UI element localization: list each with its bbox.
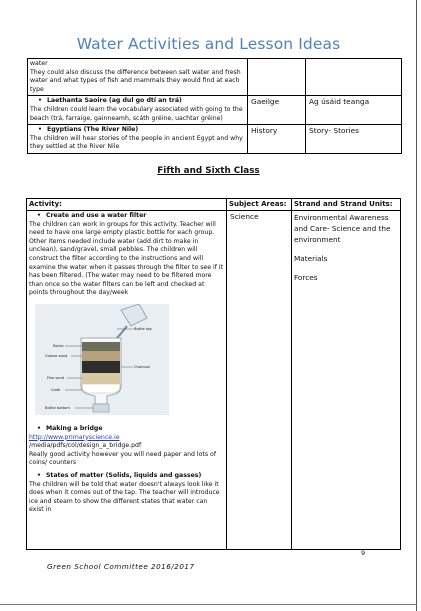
activity-cell [28, 59, 248, 96]
strand-item: Environmental Awareness and Care- Science and the environment [294, 213, 391, 244]
activity-title: • Egyptians (The River Nile) [30, 126, 245, 135]
page-title: Water Activities and Lesson Ideas [76, 35, 341, 53]
strand-cell: Ag úsáid teanga [306, 96, 402, 125]
activity-cell [27, 211, 227, 550]
primaryscience-link[interactable]: http://www.primaryscience.ie [29, 433, 120, 441]
activity-text: The children will hear stories of the people in ancient Egypt and why they settled at the River Nile [30, 134, 243, 151]
activity-title: • States of matter (Solids, liquids and gasses) [29, 472, 224, 481]
table-row [28, 59, 402, 96]
page-number: 9 [361, 549, 366, 557]
fine-sand-layer [82, 373, 120, 384]
subject-cell: Science [227, 211, 292, 550]
label-bottle-bottom: Bottle bottom [45, 405, 70, 410]
activity-text: They could also discuss the difference between salt water and fresh water and what types of fish and mammals they would find at each type [30, 68, 241, 93]
strand-item: Forces [294, 273, 318, 282]
table-row [27, 211, 401, 550]
table-row [28, 125, 402, 154]
lesson-table-top [27, 58, 402, 154]
page-edge-bottom [0, 604, 417, 605]
activity-title: • Making a bridge [29, 425, 224, 434]
table-header-row [27, 199, 401, 211]
activity-text: /media/pdfs/col/design_a_bridge.pdf [29, 442, 142, 450]
subject-cell [248, 59, 306, 96]
table-row [28, 96, 402, 125]
label-charcoal: Charcoal [134, 364, 150, 369]
header-strand: Strand and Strand Units: [292, 199, 401, 211]
label-fine-sand: Fine sand [47, 375, 65, 380]
strand-cell [306, 59, 402, 96]
strand-item: Materials [294, 254, 328, 263]
activity-text: The children can work in groups for this activity. Teacher will need to have one large empty plastic bottle for each group. Other items needed include water (add dirt to make in unclean), sand/gravel, small pebbles. The children will construct the filter according to the instructions and will examine the water when it passes through the filter to see if it has been filtered. (The water may need to be filtered more than once so the water filters can be left and checked at points throughout the day/week [29, 220, 224, 297]
activity-text: water [30, 60, 48, 67]
label-rocks: Rocks [53, 343, 64, 348]
header-activity: Activity: [27, 199, 227, 211]
activity-title: • Create and use a water filter [29, 212, 224, 221]
label-coarse-sand: Coarse sand [45, 353, 68, 358]
activity-text: Really good activity however you will need paper and lots of coins/ counters [29, 450, 217, 467]
bottle-bottom-icon [93, 404, 109, 412]
water-filter-diagram [35, 304, 169, 415]
label-bottle-top: Bottle top [134, 326, 152, 331]
lesson-table-main [26, 198, 401, 550]
footer-text: Green School Committee 2016/2017 [47, 562, 195, 571]
strand-cell [292, 211, 401, 550]
page-edge-right [416, 0, 417, 611]
activity-text: The children could learn the vocabulary associated with going to the beach (trá, farraige, gainneamh, scáth gréine, uachtar gréine) [30, 105, 243, 122]
rocks-layer [82, 342, 120, 351]
header-subject: Subject Areas: [227, 199, 292, 211]
activity-cell [28, 125, 248, 154]
subject-cell: Gaeilge [248, 96, 306, 125]
activity-title: • Laethanta Saoire (ag dul go dtí an trá) [30, 97, 245, 106]
cloth-layer [82, 384, 120, 393]
coarse-sand-layer [82, 351, 120, 361]
label-cloth: Cloth [51, 387, 61, 392]
section-heading: Fifth and Sixth Class [157, 166, 260, 176]
charcoal-layer [82, 361, 120, 373]
strand-cell: Story- Stories [306, 125, 402, 154]
activity-text: The children will be told that water doesn't always look like it does when it comes out of the tap. The teacher will introduce ice and steam to show the different states that water can exist in [29, 480, 220, 514]
activity-cell [28, 96, 248, 125]
subject-cell: History [248, 125, 306, 154]
